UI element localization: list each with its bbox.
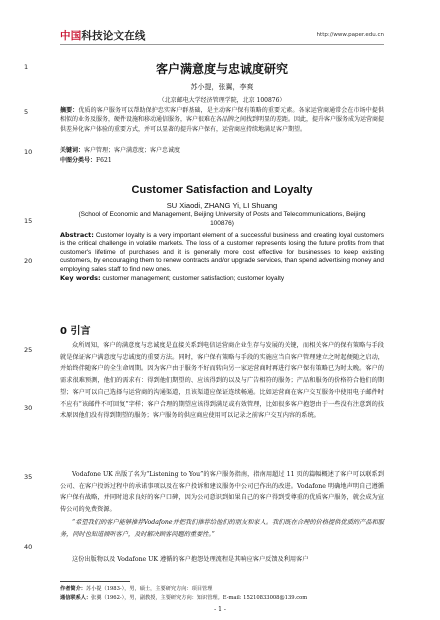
abstract-text: Customer loyalty is a very important element of a successful business and creating loyal customers is the critical challenge in volatile markets. The loss of a customer represents losing the future profits from that customer's lifetime of purchases and it is generally more cost effective for businesses to keep existing customers, by encouraging them to renew contracts and/or upgrade services, than spend advertising money and employing sales staff to find new ones. [60, 232, 384, 273]
journal-logo: 中国科技论文在线 [60, 30, 146, 42]
page-number: - 1 - [214, 606, 226, 613]
chinese-abstract [60, 106, 384, 134]
line-number: 10 [24, 148, 33, 156]
line-number: 1 [24, 63, 29, 71]
body-paragraph: 这份出版物以及 Vodafone UK 遵循的客户抱怨处理流程是其响应客户反馈及利用客户 [72, 556, 309, 563]
line-number: 40 [24, 543, 33, 551]
footnote-author: 作者简介：苏小提（1983-），男，硕士，主要研究方向：项目管理 [60, 586, 213, 592]
journal-header [60, 28, 384, 44]
keywords-text: customer management; customer satisfaction; customer loyalty [102, 275, 285, 282]
english-affiliation: (School of Economic and Management, Beijing University of Posts and Telecommunications, Beijing 100876) [78, 211, 366, 227]
chinese-keywords [60, 146, 384, 155]
classification-number [60, 156, 384, 165]
class-value: F621 [96, 157, 112, 164]
journal-url[interactable]: http://www.paper.edu.cn [316, 32, 384, 38]
english-authors: SU Xiaodi, ZHANG Yi, LI Shuang [166, 201, 278, 210]
body-paragraph: Vodafone UK 出版了名为“Listening to You”的客户服务指南，指南用超过 11 页的篇幅概述了客户可以联系到公司、在客户投诉过程中的承诺事项以及在客户投诉和建议服务中公司已作出的改进。Vodafone 明确地声明自己遵循客户保有战略，并同时追求良好的客户口碑，因为公司意识到如果自己的客户得到受尊重的优质客户服务，就会成为宣传公司的免费资源。 [60, 471, 384, 514]
footnote-rule [60, 581, 130, 582]
line-number: 5 [24, 108, 29, 116]
body-paragraph: 众所周知，客户的满意度与忠诚度是直接关系到电信运营商企业生存与发展的关键，而相关客户的保有策略与手段就是保证客户满意度与忠诚度的重要方法。同时，客户保有策略与手段的实施应当自客户管理建立之时起便随之启动，并始终伴随客户的全生命周期。因为客户由于服务不好而转向另一家运营商时再进行客户保有策略已为时太晚。客户的需求很难预测，他们的需求有：得到他们期望的、应该得到的以及与广告相符的服务；产品和服务的价格符合他们的期望；客户可以自己选择与运营商的沟通渠道，且该渠道应保证连续畅通。比如运营商在客户交互服务中使用电子邮件时不应有“该邮件不可回复”字样；客户合理的期望应该得到满足或有效管理，比如很多客户抱怨由于一些没有注意到的技术原因他们没有得到期望的服务；客户服务的供应商应使用可以记录之前客户交互内容的系统。 [60, 342, 384, 420]
header-rule [60, 44, 384, 45]
quote-paragraph: “希望我们的客户能够推荐Vodafone并把我们推荐给他们的朋友和家人。我们既在合理的价格提供优质的产品和服务，同时也知道倾听客户，及时解决顾客问题的重要性。” [60, 519, 384, 538]
abstract-text: 优质的客户服务可以帮助保护忠实客户群基础，是主动客户保有策略的重要元素。各家运营商通常会在市场中提供相似的业务及服务，硬件设施和移动通信服务，客户很难在各品牌之间找到明显的差距。因此，提升客户服务成为运营商提供差异化客户体验的重要方式，并可以显著的提升客户保有，运营商应持续地满足客户期望。 [60, 107, 385, 133]
chinese-authors: 苏小提，张翼，李爽 [190, 83, 254, 91]
section-heading: 0 引言 [60, 326, 91, 337]
class-label: 中图分类号： [60, 157, 97, 164]
chinese-affiliation: （北京邮电大学经济管理学院，北京 100876） [158, 97, 286, 104]
line-number: 30 [24, 404, 33, 412]
keywords-label: 关键词： [60, 147, 85, 154]
english-abstract [60, 231, 384, 274]
line-number: 15 [24, 217, 33, 225]
english-keywords [60, 274, 384, 283]
chinese-title: 客户满意度与忠诚度研究 [155, 62, 288, 76]
english-title: Customer Satisfaction and Loyalty [131, 184, 313, 196]
keywords-text: 客户管理；客户满意度；客户忠诚度 [84, 147, 181, 154]
footnote-contact: 通信联系人：张翼（1962-），男，副教授，主要研究方向：知识管理。E-mail: 15210833008@139.com [60, 595, 308, 601]
line-number: 25 [24, 346, 33, 354]
line-number: 35 [24, 473, 33, 481]
keywords-label: Key words: [60, 274, 101, 282]
abstract-label: Abstract: [60, 231, 94, 239]
abstract-label: 摘要： [60, 107, 79, 114]
line-number: 20 [24, 257, 33, 265]
